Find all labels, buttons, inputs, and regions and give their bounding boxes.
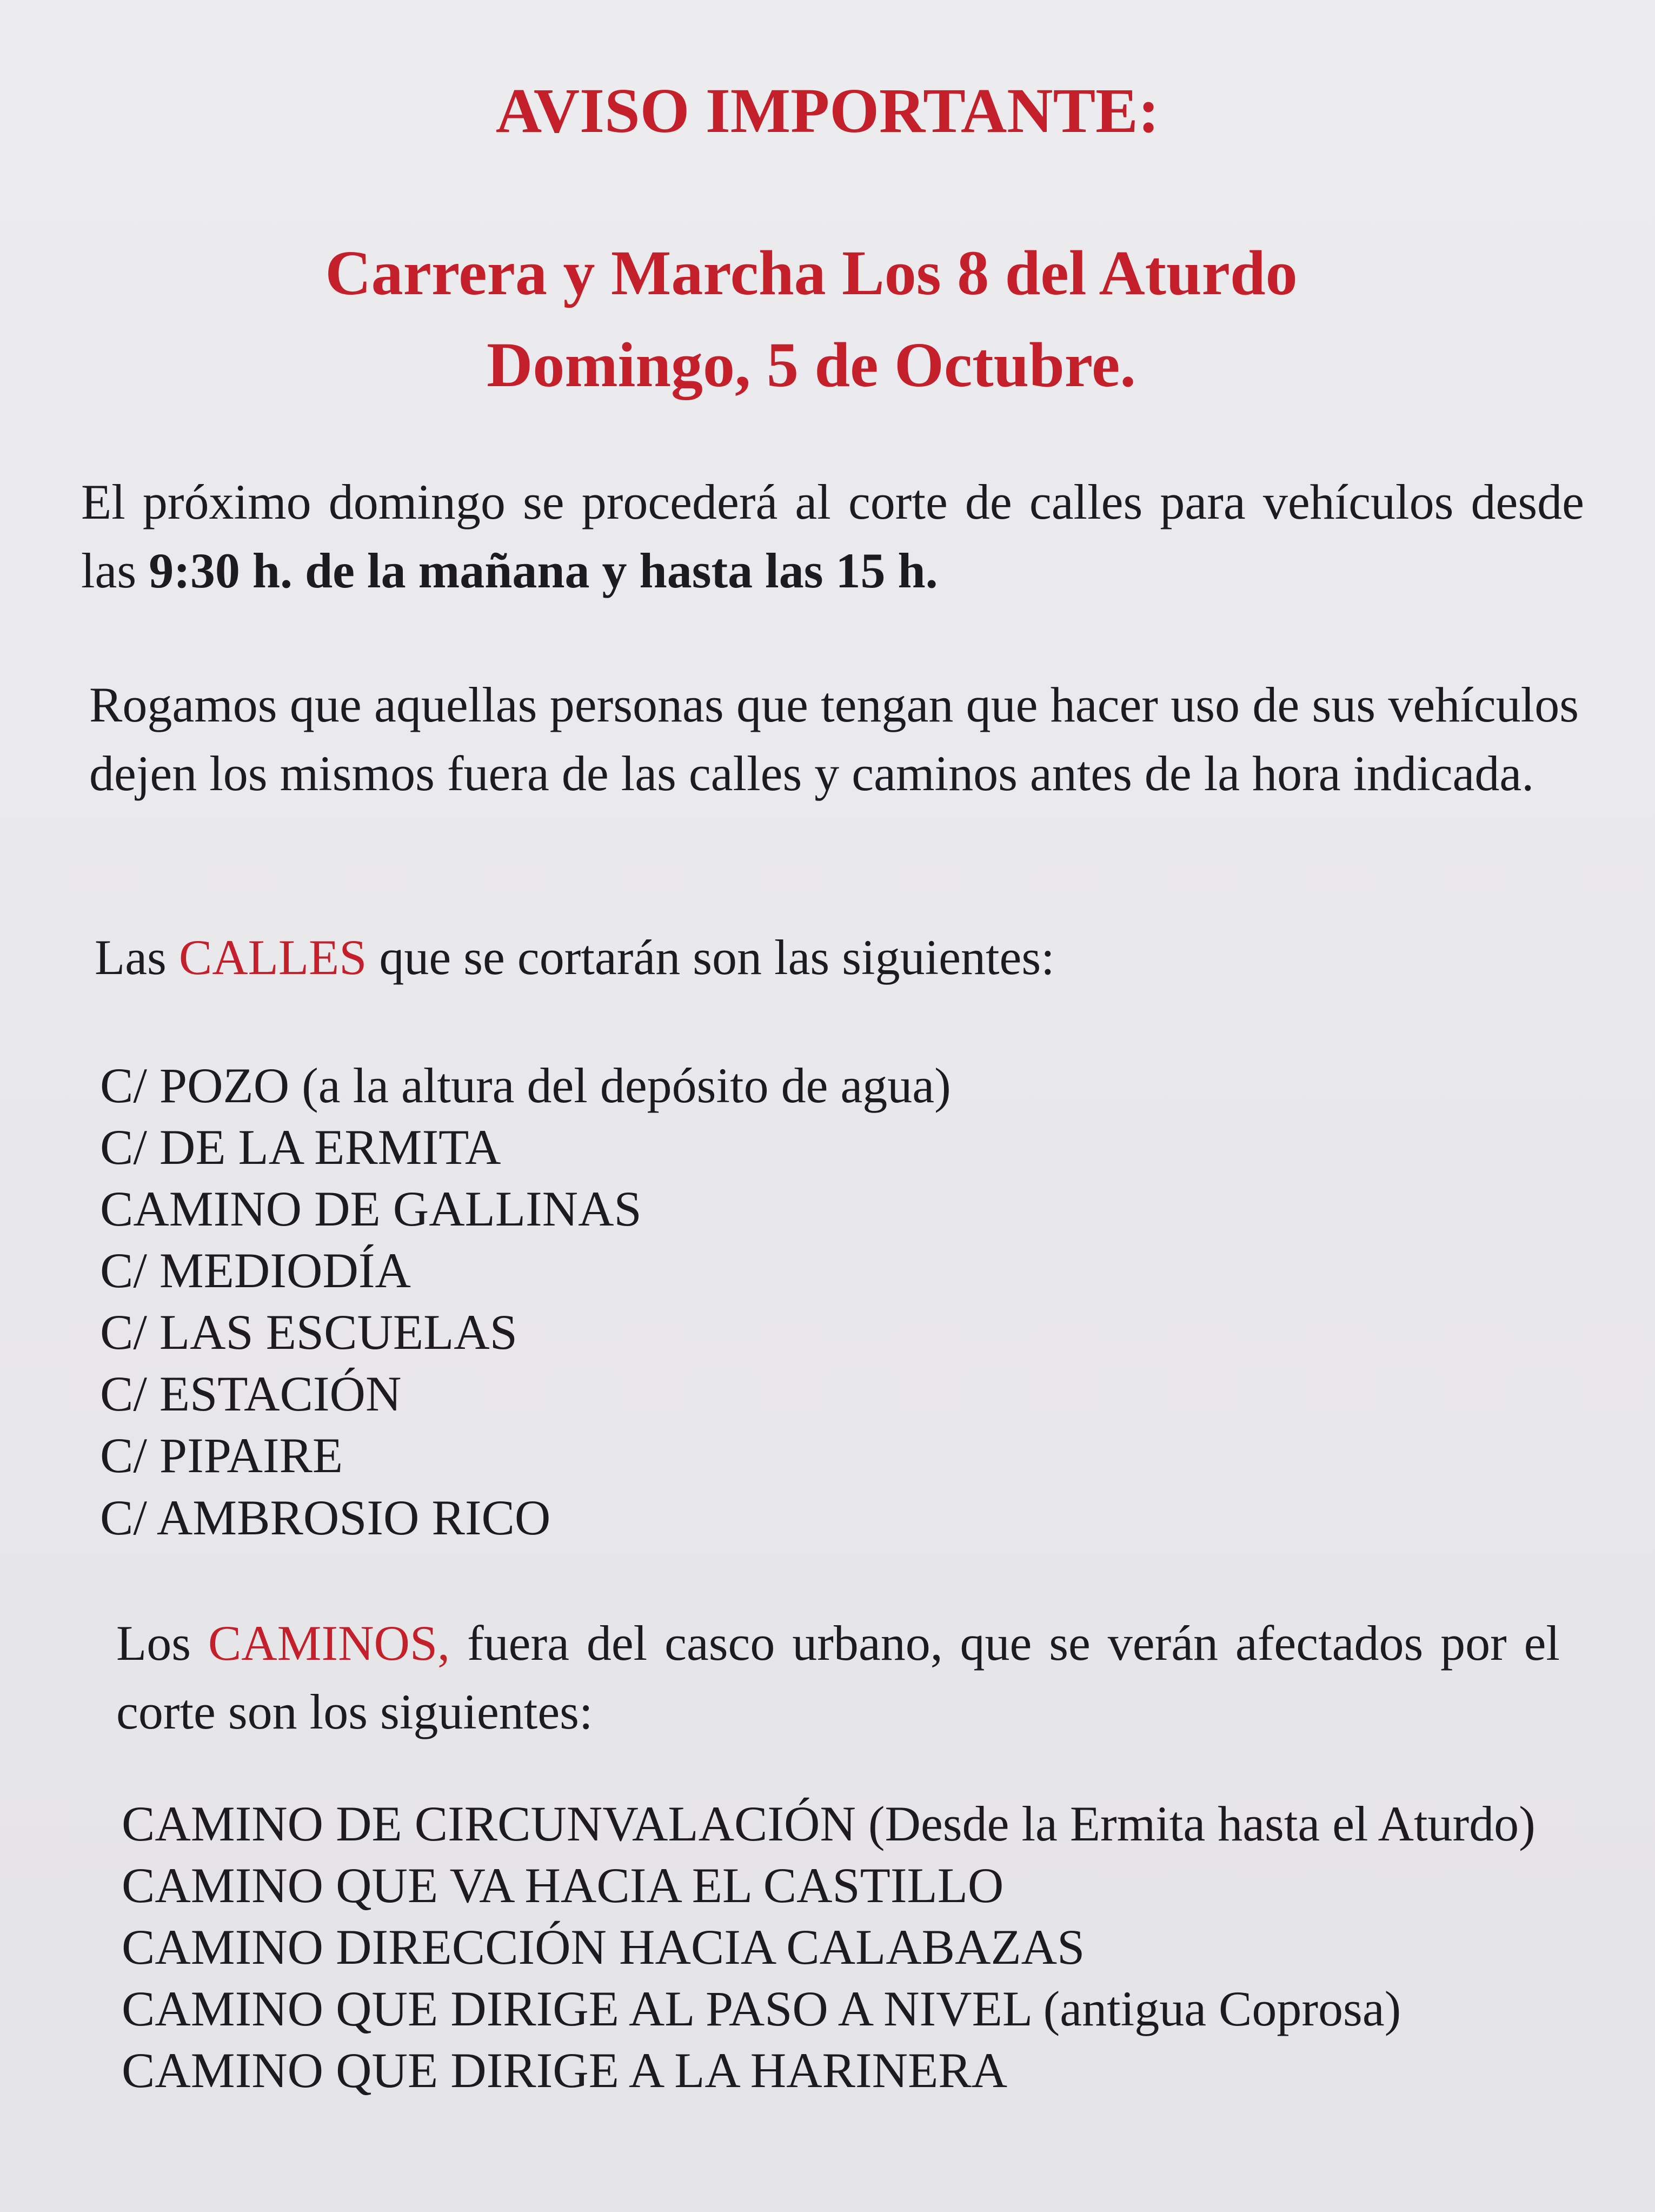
caminos-list	[122, 1793, 1560, 2101]
list-item: CAMINO DIRECCIÓN HACIA CALABAZAS	[122, 1919, 1085, 1975]
list-item: C/ ESTACIÓN	[100, 1366, 402, 1422]
list-item: C/ POZO (a la altura del depósito de agua)	[100, 1058, 951, 1113]
list-item: CAMINO DE CIRCUNVALACIÓN (Desde la Ermita hasta el Aturdo)	[122, 1796, 1536, 1851]
list-item: C/ DE LA ERMITA	[100, 1120, 501, 1175]
list-item: CAMINO QUE DIRIGE AL PASO A NIVEL (antigua Coprosa)	[122, 1981, 1401, 2037]
calles-intro-after: que se cortarán son las siguientes:	[367, 930, 1055, 985]
notice-title: AVISO IMPORTANTE:	[495, 75, 1160, 146]
request-paragraph: Rogamos que aquellas personas que tengan que hacer uso de sus vehículos dejen los mismos fuera de las calles y caminos antes de la hora indicada.	[89, 677, 1579, 801]
event-name: Carrera y Marcha Los 8 del Aturdo	[325, 237, 1298, 308]
list-item: CAMINO DE GALLINAS	[100, 1181, 642, 1237]
caminos-intro-before: Los	[116, 1615, 208, 1671]
list-item: C/ PIPAIRE	[100, 1428, 343, 1484]
event-date: Domingo, 5 de Octubre.	[487, 329, 1136, 400]
list-item: C/ LAS ESCUELAS	[100, 1304, 517, 1360]
caminos-intro	[116, 1609, 1560, 1746]
closure-hours-paragraph	[81, 468, 1584, 605]
list-item: C/ AMBROSIO RICO	[100, 1489, 551, 1545]
closure-hours-text: El próximo domingo se procederá al corte de calles para vehículos desde las	[81, 474, 1584, 598]
list-item: CAMINO QUE VA HACIA EL CASTILLO	[122, 1858, 1004, 1913]
calles-intro-before: Las	[95, 930, 179, 985]
caminos-intro-after: fuera del casco urbano, que se verán afectados por el corte son los siguientes:	[116, 1615, 1560, 1739]
calles-intro	[95, 928, 1055, 987]
calles-list	[100, 1055, 951, 1548]
closure-hours-times: 9:30 h. de la mañana y hasta las 15 h.	[149, 542, 938, 598]
list-item: CAMINO QUE DIRIGE A LA HARINERA	[122, 2043, 1008, 2098]
caminos-label: CAMINOS,	[208, 1615, 450, 1671]
list-item: C/ MEDIODÍA	[100, 1243, 411, 1299]
calles-label: CALLES	[178, 930, 367, 985]
